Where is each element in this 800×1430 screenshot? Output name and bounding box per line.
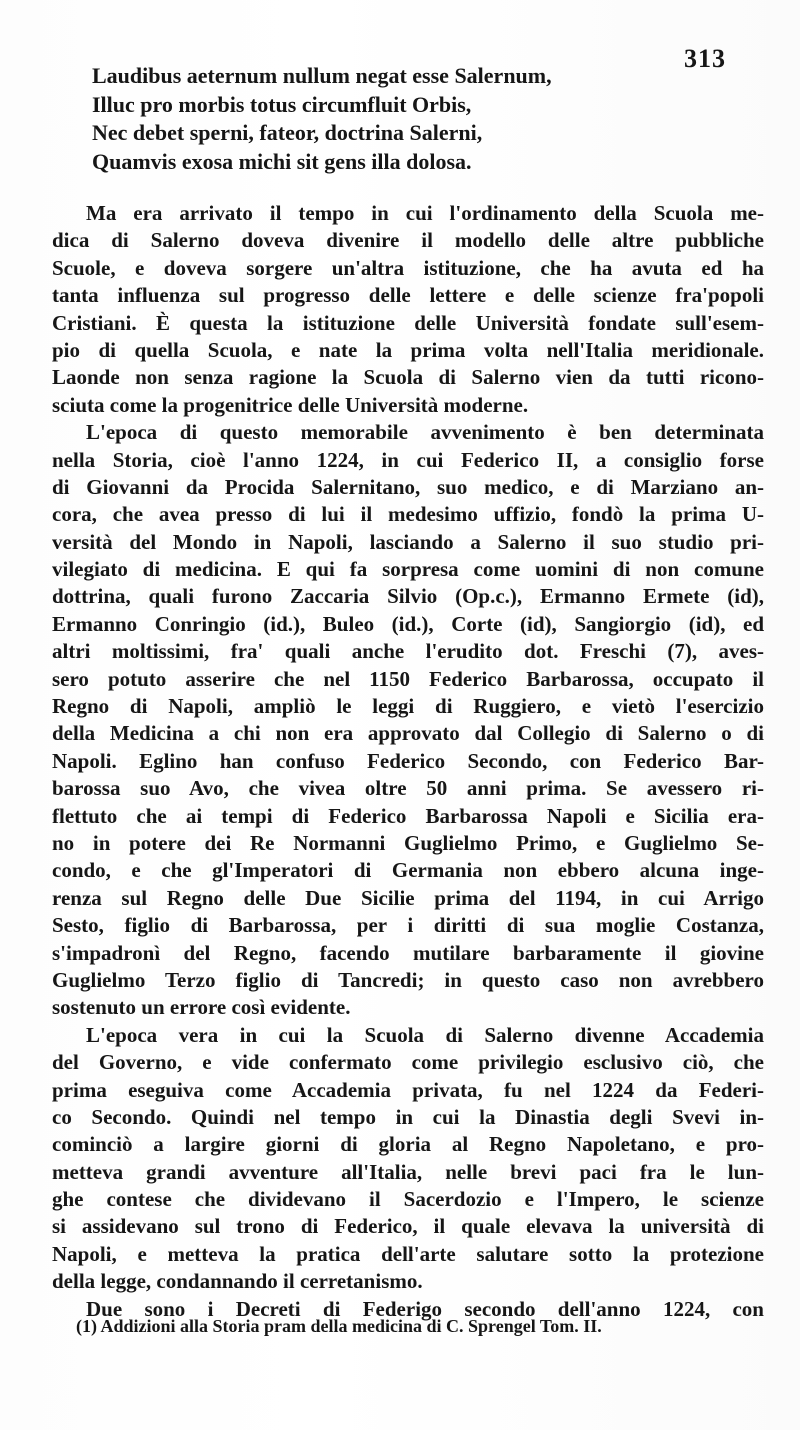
text-line: Ma era arrivato il tempo in cui l'ordinamento della Scuola me- [86,201,764,225]
text-line: Sesto, figlio di Barbarossa, per i diritti di sua moglie Costanza, [52,913,764,938]
verse-line: Laudibus aeternum nullum negat esse Salernum, [92,63,552,88]
text-line: pio di quella Scuola, e nate la prima volta nell'Italia meridionale. [52,337,764,362]
text-line: Cristiani. È questa la istituzione delle Università fondate sull'esem- [52,310,764,335]
text-line: sero potuto asserire che nel 1150 Federico Barbarossa, occupato il [52,666,764,691]
text-line: Laonde non senza ragione la Scuola di Salerno vien da tutti ricono- [52,365,764,390]
text-line: barossa suo Avo, che vivea oltre 50 anni prima. Se avessero ri- [52,776,764,801]
text-line: tanta influenza sul progresso delle lettere e delle scienze fra'popoli [52,283,764,308]
text-line: prima eseguiva come Accademia privata, fu nel 1224 da Federi- [52,1077,764,1102]
text-line: cora, che avea presso di lui il medesimo uffizio, fondò la prima U- [52,502,764,527]
verse-line: Illuc pro morbis totus circumfluit Orbis, [92,91,472,117]
text-line: altri moltissimi, fra' quali anche l'erudito dot. Freschi (7), aves- [52,639,764,664]
text-line: metteva grandi avventure all'Italia, nelle brevi paci fra le lun- [52,1159,764,1184]
footnote: (1) Addizioni alla Storia pram della medicina di C. Sprengel Tom. II. [76,1316,602,1336]
text-line: della Medicina a chi non era approvato dal Collegio di Salerno o di [52,721,764,746]
text-line: dica di Salerno doveva divenire il modello delle altre pubbliche [52,228,764,253]
text-line: s'impadronì del Regno, facendo mutilare barbaramente il giovine [52,940,764,965]
verse-line: Nec debet sperni, fateor, doctrina Salerni, [92,120,483,145]
text-line: L'epoca di questo memorabile avvenimento è ben determinata [86,420,764,445]
text-line: Napoli, e metteva la pratica dell'arte salutare sotto la protezione [52,1241,764,1266]
text-line: Ermanno Conringio (id.), Buleo (id.), Corte (id), Sangiorgio (id), ed [52,611,764,636]
text-line: Scuole, e doveva sorgere un'altra istituzione, che ha avuta ed ha [52,255,764,280]
latin-verse [78,62,758,176]
text-line: co Secondo. Quindi nel tempo in cui la Dinastia degli Svevi in- [52,1104,764,1129]
paragraph-universities [52,200,764,419]
text-line: condo, e che gl'Imperatori di Germania non ebbero alcuna inge- [52,858,764,883]
text-line: nella Storia, cioè l'anno 1224, in cui Federico II, a consiglio forse [52,447,764,472]
text-line: sciuta come la progenitrice delle Università moderne. [52,392,529,417]
text-line: cominciò a largire giorni di gloria al Regno Napoletano, e pro- [52,1132,764,1157]
text-line: Napoli. Eglino han confuso Federico Secondo, con Federico Bar- [52,748,764,773]
paragraph-epoch-1224 [52,419,764,1022]
text-line: dottrina, quali furono Zaccaria Silvio (Op.c.), Ermanno Ermete (id), [52,584,764,609]
text-line: si assidevano sul trono di Federico, il quale elevava la università di [52,1214,764,1239]
verse-line: Quamvis exosa michi sit gens illa dolosa. [92,148,472,174]
paragraph-academy [52,1022,764,1296]
page-number: 313 [684,44,726,73]
text-line: di Giovanni da Procida Salernitano, suo medico, e di Marziano an- [52,474,764,499]
text-line: ghe contese che dividevano il Sacerdozio e l'Impero, le scienze [52,1187,764,1212]
text-line: vilegiato di medicina. E qui fa sorpresa come uomini di non comune [52,557,764,582]
text-line: Due sono i Decreti di Federigo secondo dell'anno 1224, con [86,1296,764,1321]
text-line: del Governo, e vide confermato come privilegio esclusivo ciò, che [52,1050,764,1075]
text-line: flettuto che ai tempi di Federico Barbarossa Napoli e Sicilia era- [52,803,764,828]
text-line: della legge, condannando il cerretanismo. [52,1269,423,1294]
text-line: sostenuto un errore così evidente. [52,995,351,1020]
body-text [52,200,764,1323]
text-line: Regno di Napoli, ampliò le leggi di Ruggiero, e vietò l'esercizio [52,694,764,719]
text-line: L'epoca vera in cui la Scuola di Salerno divenne Accademia [86,1022,764,1047]
text-line: versità del Mondo in Napoli, lasciando a Salerno il suo studio pri- [52,529,764,554]
text-line: renza sul Regno delle Due Sicilie prima del 1194, in cui Arrigo [52,885,764,910]
text-line: Guglielmo Terzo figlio di Tancredi; in questo caso non avrebbero [52,967,764,992]
text-line: no in potere dei Re Normanni Guglielmo Primo, e Guglielmo Se- [52,830,764,855]
